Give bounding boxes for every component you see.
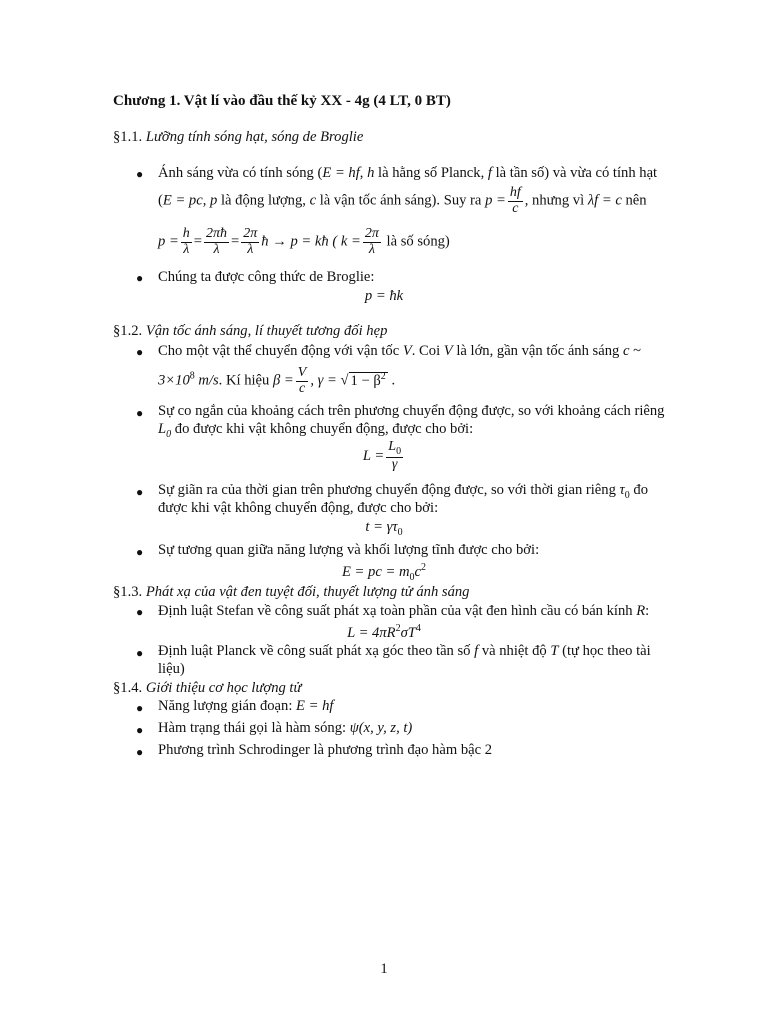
de-broglie-equation: p = ħk	[364, 288, 404, 304]
bullet-icon: ●	[136, 605, 144, 619]
fraction-hf-c: $\frac{hf}{c}$	[509, 185, 521, 216]
s2-bullet-3-line-2: được khi vật không chuyển động, được cho bởi:	[158, 500, 439, 516]
s4-bullet-3: Phương trình Schrodinger là phương trình đạo hàm bậc 2	[158, 742, 493, 758]
s1-bullet-1-line-1: Ánh sáng vừa có tính sóng (E = hf, h là hằng số Planck, f là tần số) và vừa có tính hạt	[158, 165, 658, 181]
s3-bullet-2-line-2: liệu)	[158, 661, 185, 677]
bullet-icon: ●	[136, 271, 144, 285]
mass-energy-equation: E = pc = $m_0c^2$	[341, 562, 426, 583]
section-1-3-heading: §1.3. Phát xạ của vật đen tuyệt đối, thuyết lượng tử ánh sáng	[113, 584, 470, 600]
section-1-1-heading: §1.1. Lưỡng tính sóng hạt, sóng de Broglie	[113, 129, 364, 145]
s2-bullet-1-line-1: Cho một vật thể chuyển động với vận tốc V. Coi V là lớn, gần vận tốc ánh sáng c ~	[158, 343, 641, 359]
s3-bullet-1: Định luật Stefan về công suất phát xạ toàn phần của vật đen hình cầu có bán kính R:	[158, 603, 650, 619]
s2-bullet-4: Sự tương quan giữa năng lượng và khối lượng tĩnh được cho bởi:	[158, 542, 540, 558]
s1-bullet-1-line-3: p = $\frac{h}{\lambda}$ = $\frac{2\pi ħ}{\lambda}$ = $\frac{2\pi}{\lambda}$ ħ → p = kħ ( k = $\frac{2\pi}{\lambda}$ là số sóng)	[158, 226, 450, 257]
bullet-icon: ●	[136, 485, 144, 499]
s2-bullet-3-line-1: Sự giãn ra của thời gian trên phương chuyển động được, so với thời gian riêng $\tau_0$ đo	[158, 482, 649, 501]
section-1-4-heading: §1.4. Giới thiệu cơ học lượng tử	[113, 680, 302, 696]
s1-bullet-2: Chúng ta được công thức de Broglie:	[158, 269, 375, 285]
s2-bullet-1-line-2: $3\times 10^8$ m/s. Kí hiệu β = $\frac{V}{c}$ , γ = √ $1 - \beta^2$ .	[158, 365, 396, 396]
stefan-law-equation: $L = 4\pi R^2\sigma T^4$	[347, 623, 421, 641]
bullet-icon: ●	[136, 345, 144, 359]
s4-bullet-2: Hàm trạng thái gọi là hàm sóng: ψ(x, y, z, t)	[158, 720, 413, 736]
bullet-icon: ●	[136, 406, 144, 420]
bullet-icon: ●	[136, 545, 144, 559]
length-contraction-equation: L = $\frac{L_0}{\gamma}$	[362, 439, 402, 473]
s4-bullet-1: Năng lượng gián đoạn: E = hf	[158, 698, 334, 714]
chapter-title: Chương 1. Vật lí vào đầu thế kỷ XX - 4g (4 LT, 0 BT)	[113, 93, 451, 109]
bullet-icon: ●	[136, 745, 144, 759]
s3-bullet-2-line-1: Định luật Planck về công suất phát xạ góc theo tần số f và nhiệt độ T (tự học theo tài	[158, 643, 651, 659]
bullet-icon: ●	[136, 701, 144, 715]
s2-bullet-2-line-2: $L_0$ đo được khi vật không chuyển động, được cho bởi:	[158, 421, 474, 440]
s2-bullet-2-line-1: Sự co ngắn của khoảng cách trên phương chuyển động được, so với khoảng cách riêng	[158, 403, 665, 419]
bullet-icon: ●	[136, 167, 144, 181]
bullet-icon: ●	[136, 646, 144, 660]
page-number: 1	[380, 961, 388, 977]
time-dilation-equation: $t = \gamma\tau_0$	[365, 519, 403, 538]
bullet-icon: ●	[136, 723, 144, 737]
section-1-2-heading: §1.2. Vận tốc ánh sáng, lí thuyết tương đối hẹp	[113, 323, 388, 339]
s1-bullet-1-line-2: (E = pc, p là động lượng, c là vận tốc ánh sáng). Suy ra p = $\frac{hf}{c}$ , nhưng vì λf = c nên	[158, 185, 647, 216]
